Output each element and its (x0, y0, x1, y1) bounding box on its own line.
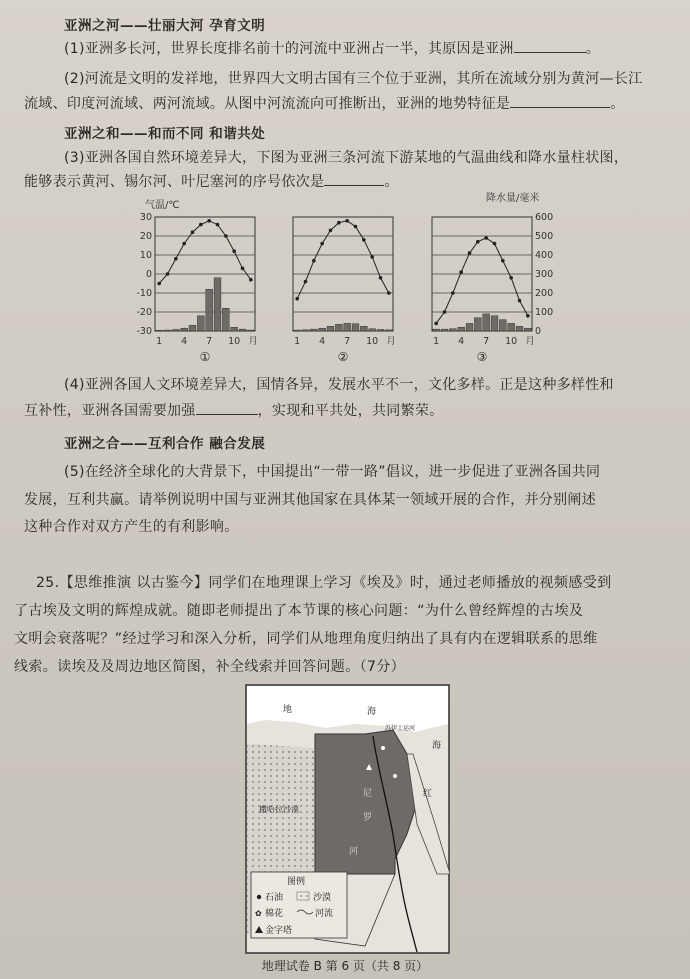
question-4-line-1: (4)亚洲各国人文环境差异大，国情各异，发展水平不一，文化多样。正是这种多样性和 (64, 377, 614, 393)
temperature-line (297, 221, 389, 299)
map-label-ni: 尼 (363, 789, 373, 799)
precipitation-tick-label: 600 (535, 212, 554, 223)
map-label-sahara: 撒哈拉沙漠 (259, 805, 299, 814)
question-25-line-3: 文明会衰落呢？”经过学习和深入分析，同学们从地理角度归纳出了具有内在逻辑联系的思维 (14, 631, 598, 647)
temperature-point (451, 291, 455, 295)
temperature-point (468, 251, 472, 255)
map-label-sea-2: 海 (432, 741, 442, 751)
temperature-point (370, 255, 374, 259)
month-tick-label: 4 (181, 336, 188, 347)
month-tick-label: 4 (458, 336, 465, 347)
temperature-tick-label: -20 (136, 307, 152, 318)
question-2-line-1: (2)河流是文明的发祥地，世界四大文明古国有三个位于亚洲，其所在流域分别为黄河—长江 (64, 71, 643, 87)
precipitation-bar (294, 330, 301, 331)
precipitation-tick-label: 200 (535, 288, 554, 299)
temperature-point (182, 242, 186, 246)
cotton-icon: ✿ (255, 909, 262, 918)
month-tick-label: 1 (294, 336, 301, 347)
precipitation-bar (385, 330, 392, 331)
month-unit-label: 月 (525, 336, 535, 347)
oil-marker (381, 746, 385, 750)
precipitation-tick-label: 0 (535, 326, 542, 337)
question-1: (1)亚洲多长河，世界长度排名前十的河流中亚洲占一半，其原因是亚洲 。 (64, 41, 601, 57)
month-tick-label: 4 (319, 336, 326, 347)
question-5-line-3: 这种合作对双方产生的有利影响。 (24, 519, 239, 535)
precipitation-bar (310, 329, 317, 331)
section-heading-harmony: 亚洲之和——和而不同 和谐共处 (64, 126, 266, 142)
temperature-point (387, 291, 391, 295)
section-heading-cooperation: 亚洲之合——互利合作 融合发展 (64, 436, 266, 452)
precipitation-bar (458, 327, 465, 331)
temperature-point (345, 219, 349, 223)
precipitation-bar (239, 329, 246, 331)
precipitation-bar (474, 318, 481, 331)
legend-desert: 沙漠 (313, 893, 332, 903)
precipitation-bar (499, 320, 506, 331)
temperature-tick-label: 30 (139, 212, 152, 223)
precipitation-bar (483, 314, 490, 331)
temperature-point (443, 310, 447, 314)
month-tick-label: 10 (228, 336, 241, 347)
oil-marker (393, 774, 397, 778)
question-2-line-2: 流域、印度河流域、两河流域。从图中河流流向可推断出，亚洲的地势特征是 。 (24, 96, 625, 112)
precipitation-bar (172, 329, 179, 331)
precipitation-bar (197, 316, 204, 331)
month-tick-label: 7 (206, 336, 213, 347)
climate-charts (0, 205, 690, 385)
precipitation-bar (369, 329, 376, 331)
precipitation-bar (441, 329, 448, 331)
month-tick-label: 10 (505, 336, 518, 347)
precipitation-bar (524, 328, 531, 331)
temperature-point (241, 267, 245, 271)
temperature-point (484, 236, 488, 240)
temperature-tick-label: 20 (139, 231, 152, 242)
precipitation-bar (247, 330, 254, 331)
temperature-point (191, 230, 195, 234)
chart-id-label: ③ (476, 350, 488, 364)
temperature-point (434, 322, 438, 326)
month-tick-label: 1 (156, 336, 163, 347)
chart-id-label: ② (337, 350, 349, 364)
map-label-suez: 苏伊士运河 (385, 725, 416, 732)
map-label-he: 河 (349, 847, 359, 857)
precipitation-tick-label: 300 (535, 269, 554, 280)
legend-title: 图例 (287, 877, 306, 887)
precipitation-bar (360, 326, 367, 331)
precipitation-bar (214, 278, 221, 331)
temperature-point (174, 257, 178, 261)
precipitation-bar (377, 329, 384, 331)
map-label-land: 地 (283, 705, 293, 715)
map-label-sea: 海 (367, 707, 377, 717)
question-3-line-2: 能够表示黄河、锡尔河、叶尼塞河的序号依次是 。 (24, 174, 399, 190)
precipitation-bar (449, 329, 456, 331)
legend-pyramid: 金字塔 (265, 926, 293, 936)
answer-blank[interactable] (514, 52, 586, 53)
precipitation-axis-label: 降水量/毫米 (486, 193, 540, 204)
egypt-map (245, 684, 450, 954)
temperature-point (509, 276, 513, 280)
temperature-axis-label: 气温/℃ (145, 200, 180, 211)
temperature-point (329, 229, 333, 233)
temperature-tick-label: -10 (136, 288, 152, 299)
precipitation-bar (491, 316, 498, 331)
temperature-point (354, 225, 358, 229)
map-label-luo: 罗 (363, 813, 373, 823)
chart-id-label: ① (199, 350, 211, 364)
temperature-point (362, 238, 366, 242)
temperature-point (207, 219, 211, 223)
temperature-point (199, 223, 203, 227)
temperature-point (249, 278, 253, 282)
precipitation-bar (302, 330, 309, 331)
legend-cotton: 棉花 (265, 909, 284, 919)
temperature-point (501, 259, 505, 263)
temperature-point (337, 221, 341, 225)
temperature-point (312, 259, 316, 263)
precipitation-bar (319, 328, 326, 331)
precipitation-bar (189, 325, 196, 331)
temperature-point (157, 282, 161, 286)
temperature-point (232, 249, 236, 253)
answer-blank[interactable] (510, 107, 610, 108)
temperature-point (224, 234, 228, 238)
precipitation-bar (516, 326, 523, 331)
desert-icon (297, 892, 309, 900)
precipitation-bar (433, 329, 440, 331)
page-footer: 地理试卷 B 第 6 页（共 8 页） (261, 959, 429, 973)
precipitation-bar (335, 324, 342, 331)
precipitation-tick-label: 400 (535, 250, 554, 261)
question-3-line-1: (3)亚洲各国自然环境差异大，下图为亚洲三条河流下游某地的气温曲线和降水量柱状图， (64, 150, 629, 166)
month-tick-label: 7 (344, 336, 351, 347)
temperature-point (166, 272, 170, 276)
temperature-point (518, 299, 522, 303)
oil-icon (257, 895, 261, 899)
precipitation-bar (327, 326, 334, 331)
precipitation-bar (466, 323, 473, 331)
precipitation-tick-label: 100 (535, 307, 554, 318)
precipitation-bar (222, 308, 229, 331)
month-tick-label: 10 (366, 336, 379, 347)
precipitation-tick-label: 500 (535, 231, 554, 242)
temperature-tick-label: -30 (136, 326, 152, 337)
temperature-point (295, 297, 299, 301)
temperature-line (436, 238, 528, 324)
temperature-point (379, 276, 383, 280)
precipitation-bar (181, 328, 188, 331)
temperature-point (459, 270, 463, 274)
temperature-point (304, 280, 308, 284)
temperature-point (526, 314, 530, 318)
precipitation-bar (344, 323, 351, 331)
temperature-tick-label: 0 (145, 269, 152, 280)
answer-blank[interactable] (324, 185, 384, 186)
question-25-line-1: 25.【思维推演 以古鉴今】同学们在地理课上学习《埃及》时，通过老师播放的视频感受到 (36, 575, 612, 591)
map-label-red: 红 (423, 789, 433, 799)
precipitation-bar (156, 330, 163, 331)
precipitation-bar (508, 323, 515, 331)
answer-blank[interactable] (196, 414, 258, 415)
question-5-line-1: (5)在经济全球化的大背景下，中国提出“一带一路”倡议，进一步促进了亚洲各国共同 (64, 464, 601, 480)
month-unit-label: 月 (248, 336, 258, 347)
temperature-point (493, 242, 497, 246)
temperature-point (320, 242, 324, 246)
temperature-point (476, 240, 480, 244)
question-5-line-2: 发展，互利共赢。请举例说明中国与亚洲其他国家在具体某一领域开展的合作，并分别阐述 (24, 492, 596, 508)
question-25-line-2: 了古埃及文明的辉煌成就。随即老师提出了本节课的核心问题：“为什么曾经辉煌的古埃及 (14, 603, 584, 619)
month-tick-label: 1 (433, 336, 440, 347)
legend-river: 河流 (315, 909, 334, 919)
precipitation-bar (352, 324, 359, 331)
legend-oil: 石油 (265, 893, 284, 903)
precipitation-bar (231, 327, 238, 331)
precipitation-bar (206, 289, 213, 331)
month-unit-label: 月 (386, 336, 396, 347)
question-25-line-4: 线索。读埃及及周边地区简图，补全线索并回答问题。（7分） (14, 659, 406, 675)
precipitation-bar (164, 330, 171, 331)
month-tick-label: 7 (483, 336, 490, 347)
temperature-point (216, 223, 220, 227)
temperature-tick-label: 10 (139, 250, 152, 261)
question-4-line-2: 互补性，亚洲各国需要加强 ，实现和平共处，共同繁荣。 (24, 403, 444, 419)
section-heading-rivers: 亚洲之河——壮丽大河 孕育文明 (64, 18, 266, 34)
